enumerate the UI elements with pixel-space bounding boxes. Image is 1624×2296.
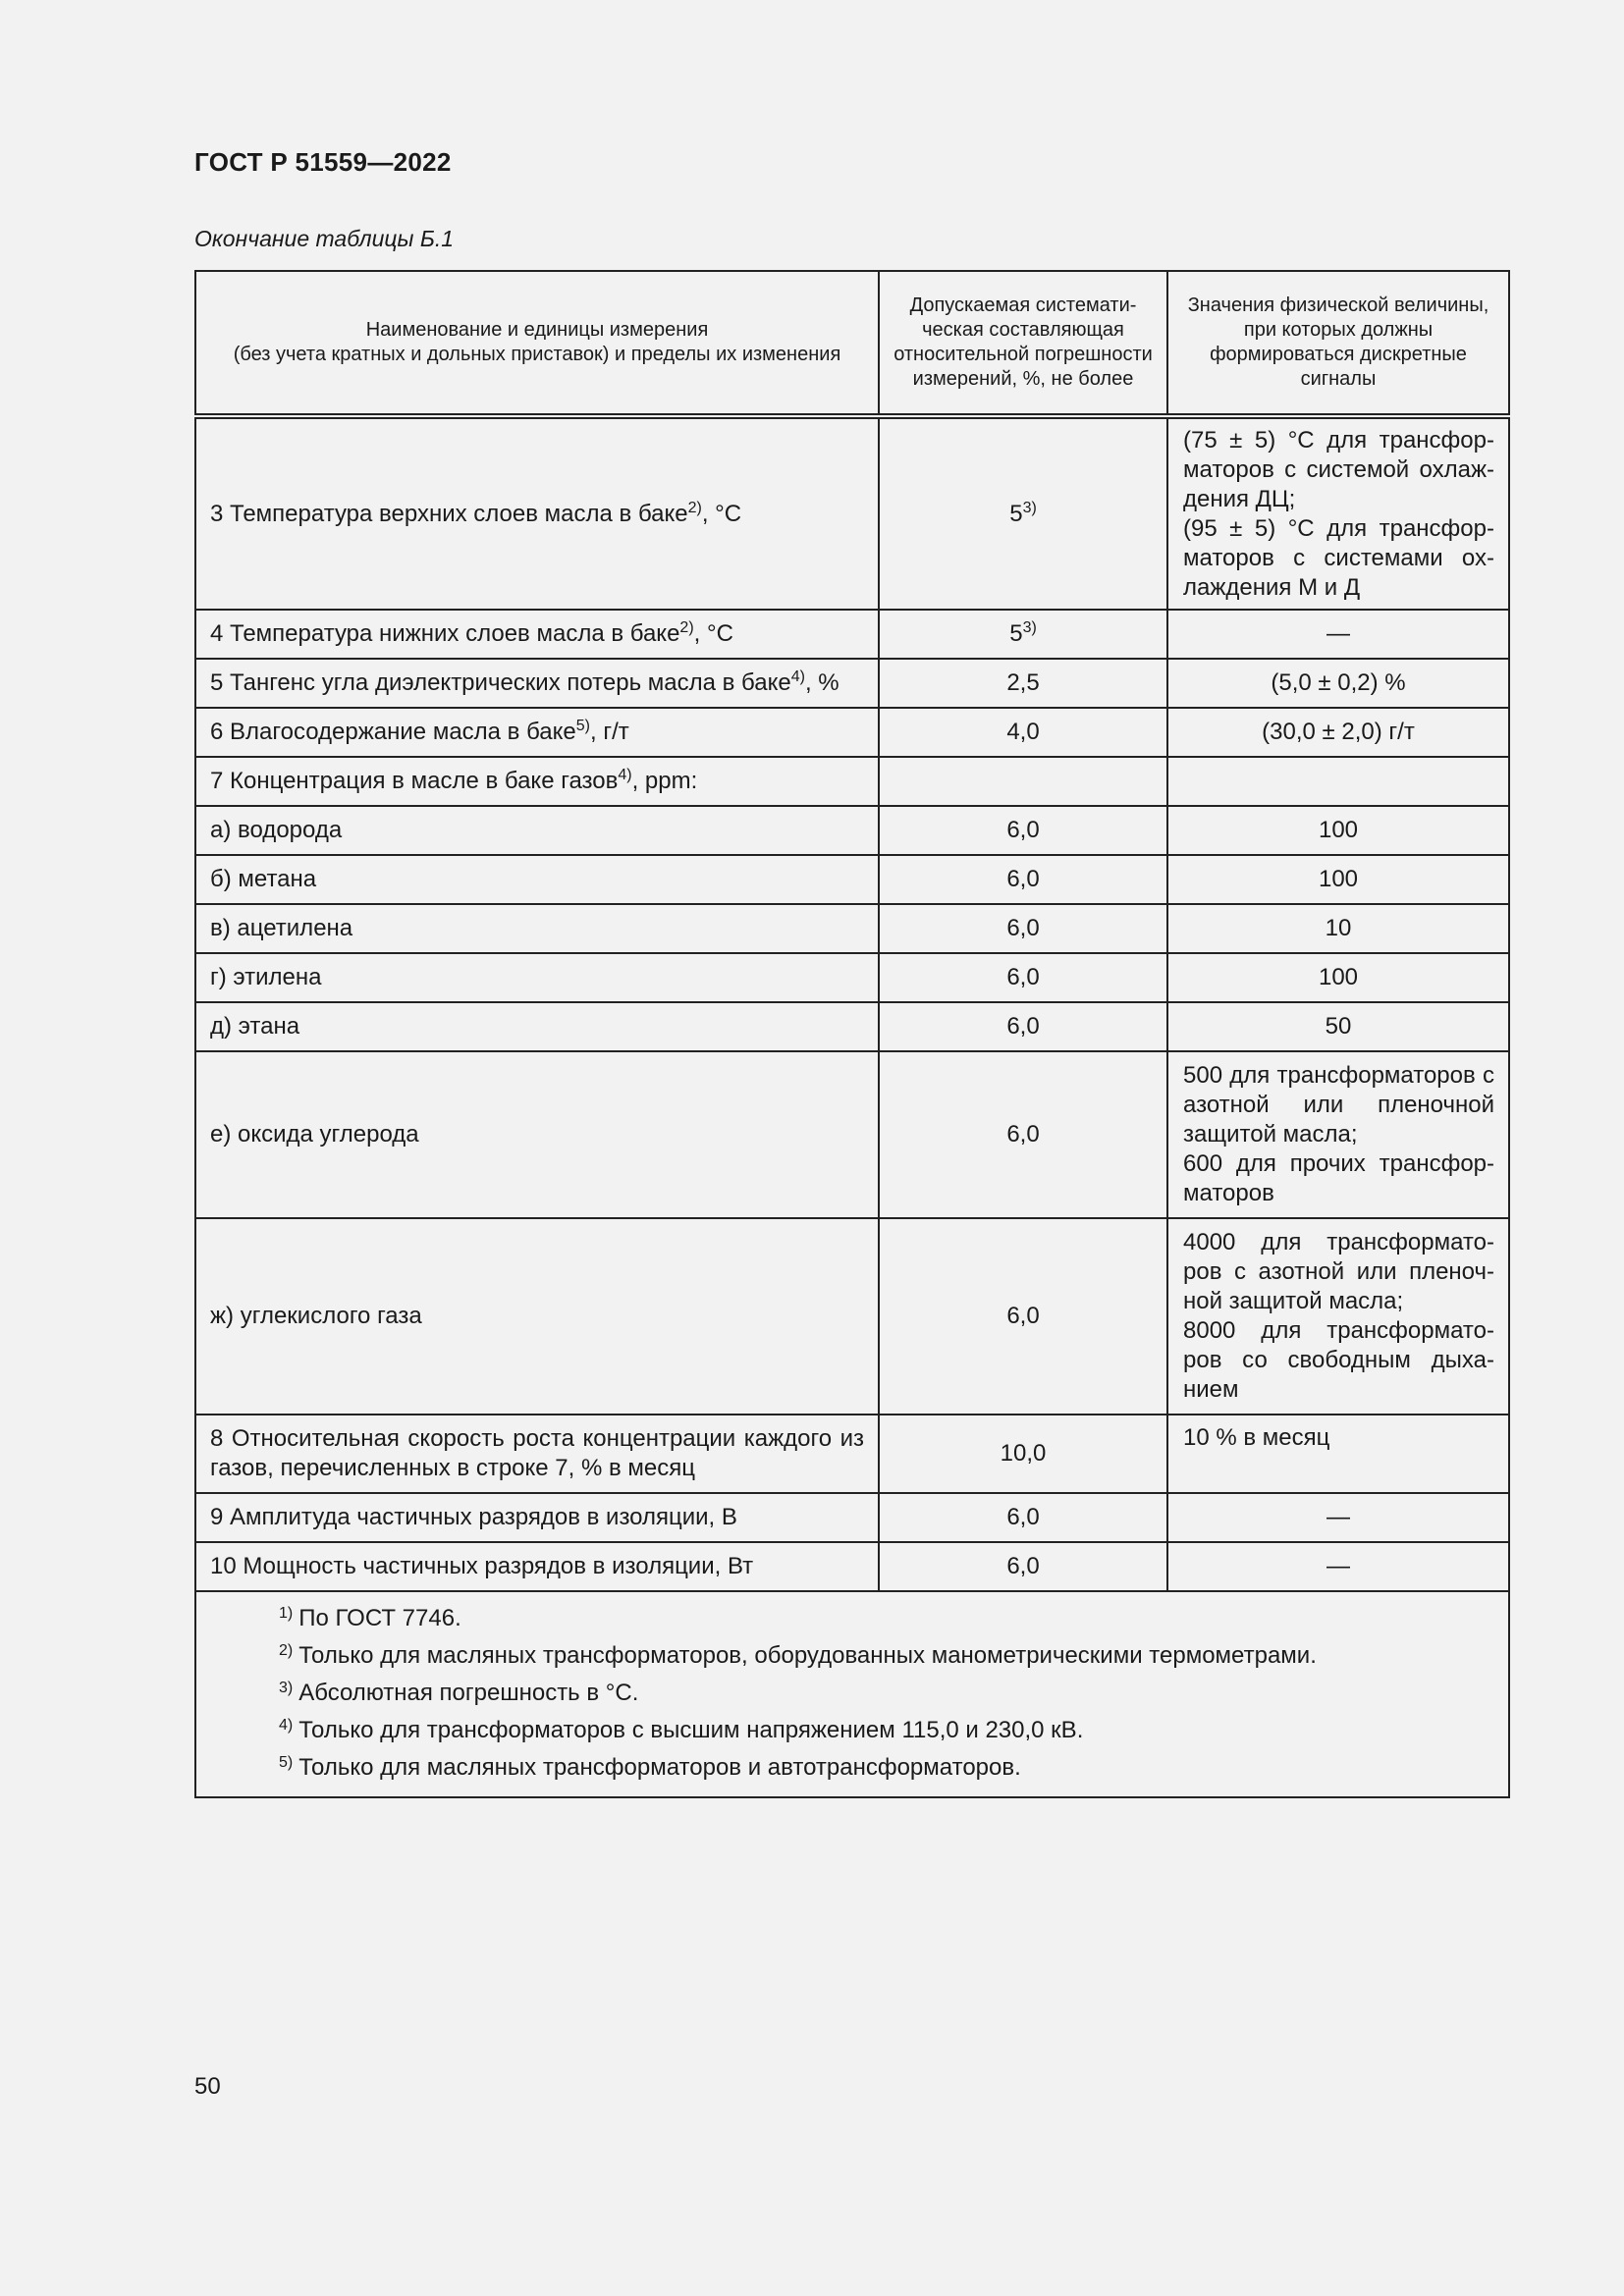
row-error: 6,0 [879,1051,1167,1218]
row-name: а) водорода [195,806,879,855]
footnote: $^{4)}$ Только для трансформаторов с высшим напряжением 115,0 и 230,0 кВ. [279,1717,1084,1743]
table-row [195,1051,1509,1218]
row-error: 6,0 [879,1002,1167,1051]
row-values: — [1167,1542,1509,1591]
row-name: 7 Концентрация в масле в баке газов$^{4)}$, ppm: [195,757,879,806]
row-error: 6,0 [879,1493,1167,1542]
table-row [195,416,1509,610]
row-values: (30,0 ± 2,0) г/т [1167,708,1509,757]
row-name: 8 Относительная скорость роста концентрации каждого из газов, перечисленных в строке 7, % в месяц [195,1415,879,1493]
table-row [195,1218,1509,1415]
row-error: 6,0 [879,904,1167,953]
row-name: г) этилена [195,953,879,1002]
row-error: 10,0 [879,1415,1167,1493]
row-values: 50 [1167,1002,1509,1051]
table-row [195,1002,1509,1051]
table-caption: Окончание таблицы Б.1 [194,226,455,251]
table-row [195,806,1509,855]
row-values: 100 [1167,806,1509,855]
table-row [195,1493,1509,1542]
row-error: 2,5 [879,659,1167,708]
document-header: ГОСТ Р 51559—2022 [194,147,452,177]
table-row [195,708,1509,757]
row-name: 6 Влагосодержание масла в баке$^{5)}$, г/т [195,708,879,757]
row-values: — [1167,610,1509,659]
row-error: 6,0 [879,1218,1167,1415]
row-error: 5$^{3)}$ [879,610,1167,659]
footnote: $^{2)}$ Только для масляных трансформаторов, оборудованных манометрическими термометрами. [279,1642,1317,1669]
footnotes-row [195,1591,1509,1797]
table-row [195,610,1509,659]
column-header-values: Значения физической величины, при которых должны формироваться дискретные сигналы [1167,271,1509,416]
row-values [1167,757,1509,806]
row-values: (5,0 ± 0,2) % [1167,659,1509,708]
row-name: 10 Мощность частичных разрядов в изоляции, Вт [195,1542,879,1591]
row-name: е) оксида углерода [195,1051,879,1218]
row-name: 5 Тангенс угла диэлектрических потерь масла в баке$^{4)}$, % [195,659,879,708]
row-name: 4 Температура нижних слоев масла в баке$^{2)}$, °С [195,610,879,659]
row-name: д) этана [195,1002,879,1051]
table-row [195,953,1509,1002]
row-values: 100 [1167,953,1509,1002]
page-number: 50 [194,2073,221,2100]
row-values: 4000 для трансформато-ров с азотной или пленоч-ной защитой масла; 8000 для трансформато-ров со свободным дыха-нием [1167,1218,1509,1415]
row-error: 4,0 [879,708,1167,757]
row-name: в) ацетилена [195,904,879,953]
row-error: 6,0 [879,953,1167,1002]
footnote: $^{5)}$ Только для масляных трансформаторов и автотрансформаторов. [279,1754,1021,1781]
row-error: 6,0 [879,806,1167,855]
table-header-row [195,271,1509,416]
table-row [195,1415,1509,1493]
row-error [879,757,1167,806]
footnotes [195,1591,1509,1797]
row-name: ж) углекислого газа [195,1218,879,1415]
row-values: — [1167,1493,1509,1542]
row-error: 6,0 [879,1542,1167,1591]
row-values: 100 [1167,855,1509,904]
row-name: б) метана [195,855,879,904]
row-values: (75 ± 5) °С для трансфор-маторов с системой охлаж-дения ДЦ; (95 ± 5) °С для трансфор-маторов с системами ох-лаждения М и Д [1167,416,1509,610]
footnote: $^{3)}$ Абсолютная погрешность в °С. [279,1680,639,1706]
row-values: 10 [1167,904,1509,953]
table-row [195,659,1509,708]
row-values: 500 для трансформаторов с азотной или пленочной защитой масла; 600 для прочих трансфор-маторов [1167,1051,1509,1218]
row-error: 6,0 [879,855,1167,904]
table-row [195,1542,1509,1591]
table-row [195,855,1509,904]
row-error: 5$^{3)}$ [879,416,1167,610]
parameters-table [194,270,1510,1798]
row-name: 9 Амплитуда частичных разрядов в изоляции, В [195,1493,879,1542]
column-header-error: Допускаемая системати- ческая составляющая относительной погрешности измерений, %, не более [879,271,1167,416]
row-name: 3 Температура верхних слоев масла в баке$^{2)}$, °С [195,416,879,610]
table-row [195,757,1509,806]
footnote: $^{1)}$ По ГОСТ 7746. [279,1605,461,1631]
table-row [195,904,1509,953]
column-header-name: Наименование и единицы измерения (без учета кратных и дольных приставок) и пределы их изменения [195,271,879,416]
row-values: 10 % в месяц [1167,1415,1509,1493]
